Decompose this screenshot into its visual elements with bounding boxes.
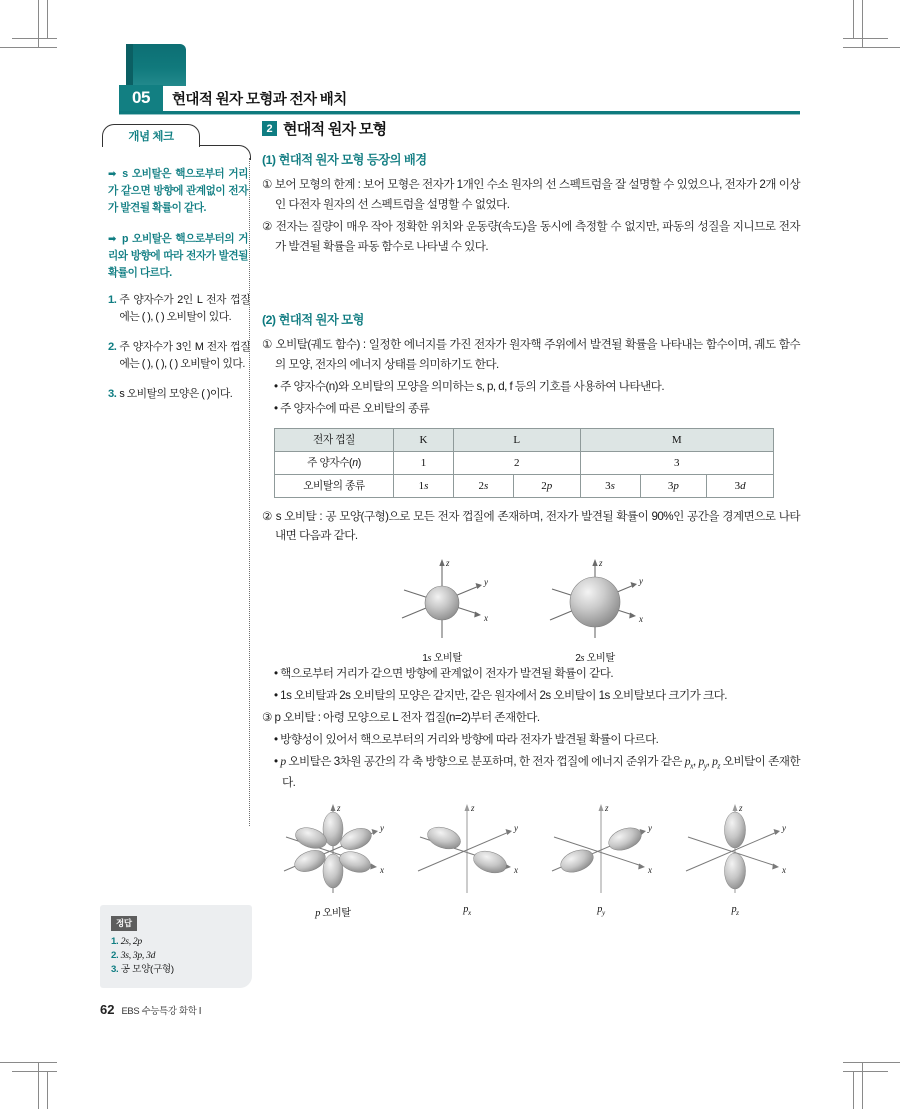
svg-text:z: z [605,802,609,813]
answer-number: 1. [111,935,119,947]
s-orbital-bullet-2: • 1s 오비탈과 2s 오비탈의 모양은 같지만, 같은 원자에서 2s 오비탈이 1s 오비탈보다 크기가 크다. [274,689,727,703]
svg-text:x: x [484,613,488,624]
svg-text:z: z [471,802,475,813]
table-row [275,428,774,451]
figure-1s-orbital [382,556,502,664]
figure-pz-orbital [672,799,798,917]
sidebar-divider [249,158,250,826]
figure-caption: p 오비탈 [315,907,351,919]
question-text: 주 양자수가 2인 L 전자 껍질에는 ( ), ( ) 오비탈이 있다. [119,294,250,324]
concept-check-label: 개념 체크 [128,131,174,143]
answer-text: 3s, 3p, 3d [120,949,156,961]
px-orbital-diagram [404,799,530,897]
question-number: 2. [108,341,117,354]
section-title: 현대적 원자 모형 [283,121,387,138]
svg-text:y: y [484,577,488,588]
table-header-cell: 오비탈의 종류 [275,474,394,497]
chapter-title: 현대적 원자 모형과 전자 배치 [172,92,347,108]
arrow-icon: ➡ [108,233,116,245]
chapter-ribbon-tab [126,44,186,86]
list-item [108,292,250,326]
table-cell: M [580,428,773,451]
svg-text:y: y [639,576,643,587]
sidebar-bullet [108,166,248,218]
orbital-table-wrapper [274,428,774,498]
answer-text: 공 모양(구형) [120,964,174,976]
p-orbital-bullet-2: • p 오비탈은 3차원 공간의 각 축 방향으로 분포하며, 한 전자 껍질에 에너지 준위가 같은 $p_x$, $p_y$, $p_z$ 오비탈이 존재한다. [274,755,801,789]
svg-text:y: y [514,822,518,833]
svg-text:z: z [446,558,450,569]
arrow-icon: ➡ [108,169,116,180]
figure-caption: 1s 오비탈 [422,653,462,665]
concept-check-sidebar [100,124,252,869]
concept-check-tab-line [102,145,251,160]
figure-py-orbital [538,799,664,917]
svg-text:y: y [380,822,384,833]
question-number: 3. [108,388,117,401]
answer-number: 3. [111,964,119,976]
subsection-2-title: (2) 현대적 원자 모형 [262,312,364,327]
chapter-number: 05 [119,85,163,111]
orbital-notation-bullet: • 주 양자수(n)와 오비탈의 모양을 의미하는 s, p, d, f 등의 기호를 사용하여 나타낸다. [274,379,664,393]
figure-caption: $p_x$ [463,903,471,917]
concept-check-tab [102,124,200,147]
list-item [108,386,250,404]
table-cell: K [394,428,454,451]
answer-item [111,935,243,949]
figure-caption: 2s 오비탈 [575,653,615,665]
orbital-definition: ① 오비탈(궤도 함수) : 일정한 에너지를 가진 전자가 원자핵 주위에서 발견될 확률을 나타내는 함수이며, 궤도 함수의 모양, 전자의 에너지 상태를 의미하기도 한다. [262,337,800,371]
p-orbital-figures [262,799,800,917]
figure-p-orbital-all [270,799,396,919]
figure-2s-orbital [530,556,660,664]
table-row [275,474,774,497]
sidebar-bullet-text-2: p 오비탈은 핵으로부터의 거리와 방향에 따라 전자가 발견될 확률이 다르다. [108,232,248,279]
question-number: 1. [108,294,117,306]
answer-item [111,949,243,963]
orbital-table [274,428,774,498]
s-orbital-2s-diagram [530,556,660,642]
figure-px-orbital [404,799,530,917]
subsection-1-item-1: ① 보어 모형의 한계 : 보어 모형은 전자가 1개인 수소 원자의 선 스펙트럼을 잘 설명할 수 있었으나, 전자가 2개 이상인 다전자 원자의 선 스펙트럼을 설명할 수 없었다. [262,178,800,211]
p-orbital-bullet-1: • 방향성이 있어서 핵으로부터의 거리와 방향에 따라 전자가 발견될 확률이 다르다. [274,733,659,747]
answer-number: 2. [111,949,119,961]
s-orbital-bullet-1: • 핵으로부터 거리가 같으면 방향에 관계없이 전자가 발견될 확률이 같다. [274,667,614,681]
table-cell: 3s [580,474,640,497]
figure-caption: $p_z$ [731,903,739,917]
table-cell: 2 [453,451,580,474]
page-footer [100,1002,201,1017]
section-number: 2 [262,121,277,136]
s-orbital-figures [262,556,800,664]
answer-text: 2s, 2p [120,935,142,947]
table-cell: 3p [640,474,707,497]
answer-box [100,905,252,988]
svg-text:x: x [782,864,786,875]
answer-item [111,963,243,977]
py-orbital-diagram [538,799,664,897]
p-orbital-definition: ③ p 오비탈 : 아령 모양으로 L 전자 껍질(n=2)부터 존재한다. [262,711,540,725]
table-cell: 3d [707,474,774,497]
pz-orbital-diagram [672,799,798,897]
sidebar-question-list [108,292,250,417]
svg-text:z: z [337,802,341,813]
svg-text:z: z [739,802,743,813]
section-spacer [262,259,800,299]
answer-label: 정답 [111,916,137,931]
table-header-cell: 전자 껍질 [275,428,394,451]
svg-text:x: x [648,864,652,875]
table-row [275,451,774,474]
svg-text:x: x [514,864,518,875]
figure-caption: $p_y$ [597,903,605,917]
table-header-cell: 주 양자수(n) [275,451,394,474]
svg-text:y: y [648,822,652,833]
s-orbital-definition: ② s 오비탈 : 공 모양(구형)으로 모든 전자 껍질에 존재하며, 전자가 발견될 확률이 90%인 공간을 경계면으로 나타내면 다음과 같다. [262,509,800,543]
section-heading [262,118,800,139]
list-item [108,339,250,373]
subsection-1-item-2: ② 전자는 질량이 매우 작아 정확한 위치와 운동량(속도)을 동시에 측정할 수 없지만, 파동의 성질을 지니므로 전자가 발견될 확률을 파동 함수로 나타낼 수 있다. [262,219,800,253]
table-cell: 3 [580,451,773,474]
sidebar-bullet-text-1: s 오비탈은 핵으로부터 거리가 같으면 방향에 관계없이 전자가 발견될 확률이 같다. [108,168,248,215]
p-orbital-combined-diagram [270,799,396,897]
subsection-1-title: (1) 현대적 원자 모형 등장의 배경 [262,153,427,167]
sidebar-bullet-list [108,166,248,295]
book-title: EBS 수능특강 화학 Ⅰ [121,1005,202,1016]
table-cell: 1 [394,451,454,474]
page-number: 62 [100,1002,115,1017]
svg-text:x: x [639,614,643,625]
sidebar-bullet [108,231,248,283]
table-cell: 1s [394,474,454,497]
svg-text:x: x [380,864,384,875]
svg-text:y: y [782,822,786,833]
s-orbital-1s-diagram [382,556,502,642]
header-rule-thin [119,114,800,115]
table-cell: 2s [453,474,513,497]
table-cell: L [453,428,580,451]
question-text: 주 양자수가 3인 M 전자 껍질에는 ( ), ( ), ( ) 오비탈이 있다. [119,341,250,371]
question-text: s 오비탈의 모양은 ( )이다. [119,388,233,401]
table-cell: 2p [513,474,580,497]
orbital-types-bullet: • 주 양자수에 따른 오비탈의 종류 [274,401,430,415]
main-content [262,118,800,917]
svg-text:z: z [599,558,603,569]
